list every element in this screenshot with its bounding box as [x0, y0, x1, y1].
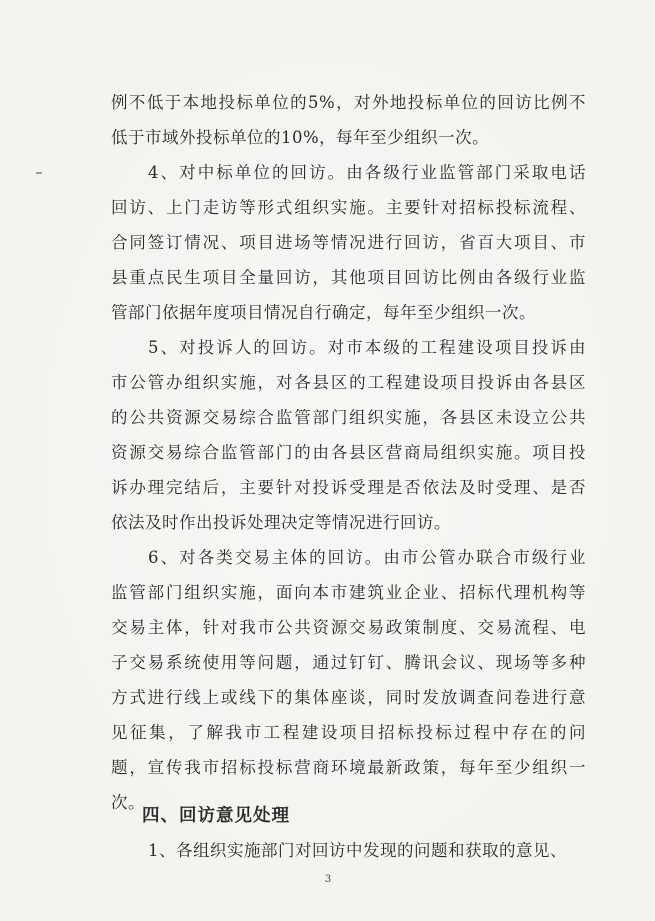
paragraph-line: 例不低于本地投标单位的5%，对外地投标单位的回访比例不 [111, 93, 586, 112]
paragraph-line: 市公管办组织实施，对各县区的工程建设项目投诉由各县区 [111, 373, 586, 392]
section-heading: 四、回访意见处理 [142, 806, 290, 826]
paragraph-line: 5、对投诉人的回访。对市本级的工程建设项目投诉由 [148, 338, 586, 357]
paragraph-line: 监管部门组织实施，面向本市建筑业企业、招标代理机构等 [111, 583, 586, 602]
paragraph-line: 管部门依据年度项目情况自行确定，每年至少组织一次。 [111, 303, 536, 322]
paragraph-line: 6、对各类交易主体的回访。由市公管办联合市级行业 [148, 548, 586, 567]
paragraph-line: 次。 [111, 793, 145, 812]
paragraph-line: 方式进行线上或线下的集体座谈，同时发放调查问卷进行意 [111, 688, 586, 707]
paragraph-line: 依法及时作出投诉处理决定等情况进行回访。 [111, 513, 451, 532]
paragraph-line: 低于市域外投标单位的10%，每年至少组织一次。 [111, 128, 490, 147]
page-number: 3 [324, 874, 332, 885]
paragraph-line: 的公共资源交易综合监管部门组织实施，各县区未设立公共 [111, 408, 586, 427]
paragraph-line: 县重点民生项目全量回访，其他项目回访比例由各级行业监 [111, 268, 586, 287]
paragraph-line: 1、各组织实施部门对回访中发现的问题和获取的意见、 [148, 841, 567, 860]
paragraph-line: 诉办理完结后，主要针对投诉受理是否依法及时受理、是否 [111, 478, 586, 497]
paragraph-line: 见征集，了解我市工程建设项目招标投标过程中存在的问 [111, 723, 586, 742]
paragraph-line: 4、对中标单位的回访。由各级行业监管部门采取电话 [148, 163, 586, 182]
paragraph-line: 题，宣传我市招标投标营商环境最新政策，每年至少组织一 [111, 758, 586, 777]
paragraph-line: 子交易系统使用等问题，通过钉钉、腾讯会议、现场等多种 [111, 653, 586, 672]
paragraph-line: 交易主体，针对我市公共资源交易政策制度、交易流程、电 [111, 618, 586, 637]
scan-artifact [36, 172, 42, 174]
paragraph-line: 回访、上门走访等形式组织实施。主要针对招标投标流程、 [111, 198, 586, 217]
paragraph-line: 资源交易综合监管部门的由各县区营商局组织实施。项目投 [111, 443, 586, 462]
paragraph-line: 合同签订情况、项目进场等情况进行回访，省百大项目、市 [111, 233, 586, 252]
